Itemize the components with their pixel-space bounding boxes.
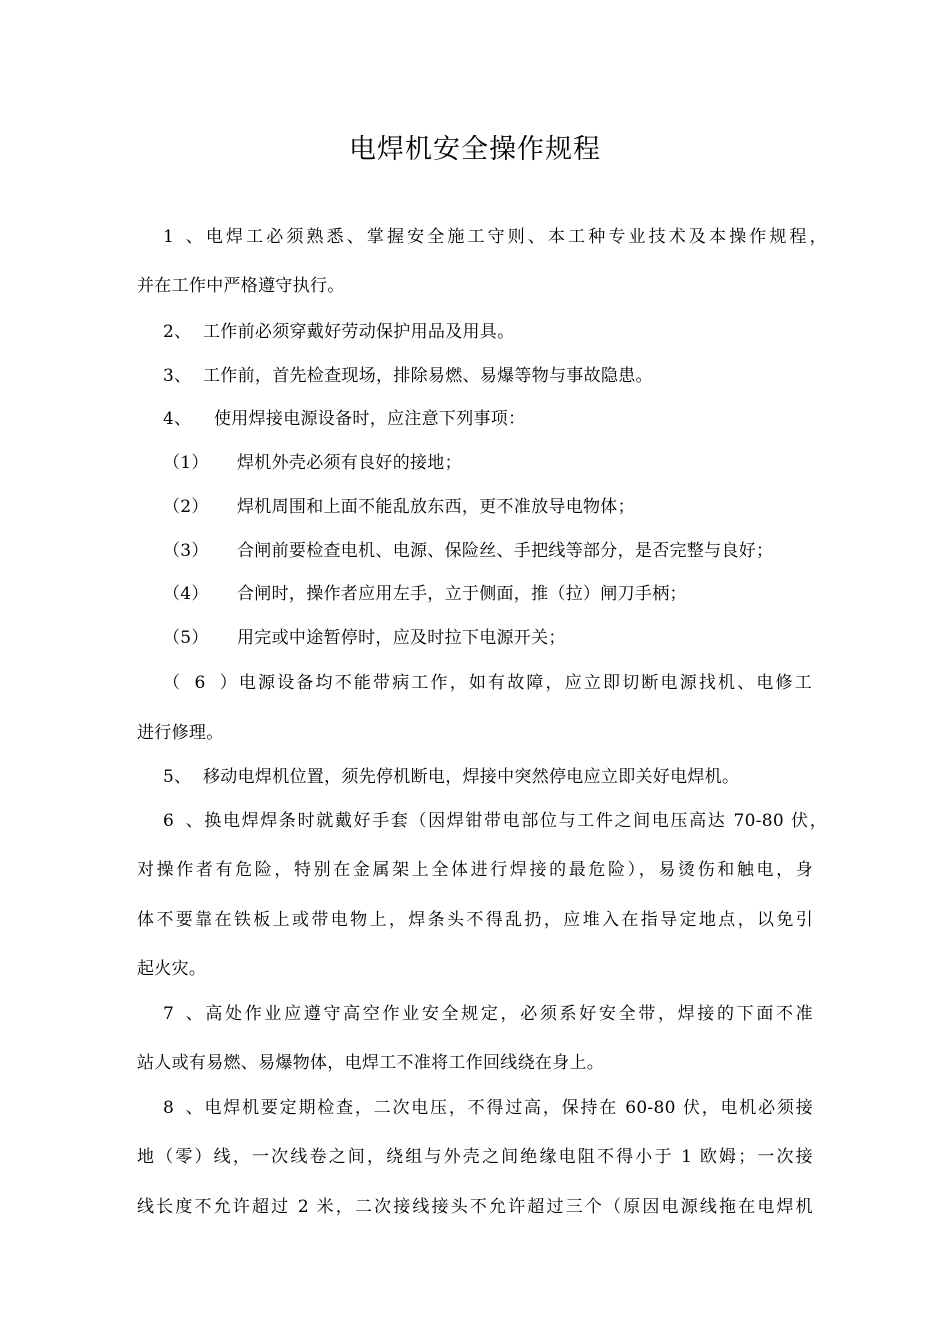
subitem-number: （6） — [163, 673, 237, 693]
paragraph-line: 站人或有易燃、易爆物体，电焊工不准将工作回线绕在身上。 — [137, 1053, 605, 1073]
paragraph-line — [163, 764, 739, 790]
paragraph-line — [163, 1001, 813, 1027]
subitem-number: （2） — [163, 497, 209, 517]
subitem-line — [163, 581, 687, 607]
item-text: 工作前，首先检查现场，排除易燃、易爆等物与事故隐患。 — [203, 366, 653, 386]
item-number: 5、 — [163, 767, 192, 787]
paragraph-line: 并在工作中严格遵守执行。 — [137, 276, 345, 296]
item-number: 7、 — [163, 1004, 203, 1024]
subitem-text: 合闸时，操作者应用左手，立于侧面，推（拉）闸刀手柄； — [237, 584, 687, 604]
item-text: 电焊机要定期检查，二次电压，不得过高，保持在 60-80 伏，电机必须接 — [203, 1098, 813, 1118]
item-number: 4、 — [163, 409, 192, 429]
paragraph-line: 进行修理。 — [137, 723, 224, 743]
item-text: 高处作业应遵守高空作业安全规定，必须系好安全带，焊接的下面不准 — [203, 1004, 813, 1024]
paragraph-line: 线长度不允许超过 2 米，二次接线接头不允许超过三个（原因电源线拖在电焊机 — [137, 1197, 813, 1217]
subitem-text: 用完或中途暂停时，应及时拉下电源开关； — [237, 628, 566, 648]
subitem-line — [163, 625, 566, 651]
paragraph-line: 体不要靠在铁板上或带电物上，焊条头不得乱扔，应堆入在指导定地点，以免引 — [137, 910, 813, 930]
subitem-line — [163, 494, 635, 520]
item-number: 6、 — [163, 811, 203, 831]
paragraph-line: 对操作者有危险，特别在金属架上全体进行焊接的最危险），易烫伤和触电，身 — [137, 860, 813, 880]
subitem-text: 焊机周围和上面不能乱放东西，更不准放导电物体； — [237, 497, 635, 517]
paragraph-line — [163, 319, 514, 345]
paragraph-line — [163, 1095, 813, 1121]
subitem-text: 焊机外壳必须有良好的接地； — [237, 453, 462, 473]
item-number: 3、 — [163, 366, 192, 386]
paragraph-line — [163, 808, 827, 834]
subitem-number: （1） — [163, 453, 209, 473]
subitem-text: 电源设备均不能带病工作，如有故障，应立即切断电源找机、电修工 — [237, 673, 812, 693]
paragraph-line: 起火灾。 — [137, 959, 207, 979]
item-number: 1、 — [163, 227, 203, 247]
paragraph-line — [163, 406, 525, 432]
subitem-line — [163, 670, 812, 696]
paragraph-line — [163, 363, 653, 389]
item-text: 换电焊焊条时就戴好手套（因焊钳带电部位与工件之间电压高达 70-80 伏， — [203, 811, 827, 831]
document-title: 电焊机安全操作规程 — [349, 134, 601, 165]
subitem-text: 合闸前要检查电机、电源、保险丝、手把线等部分，是否完整与良好； — [237, 541, 774, 561]
paragraph-line: 地（零）线，一次线卷之间，绕组与外壳之间绝缘电阻不得小于 1 欧姆；一次接 — [137, 1147, 813, 1167]
item-text: 电焊工必须熟悉、掌握安全施工守则、本工种专业技术及本操作规程， — [203, 227, 827, 247]
subitem-number: （3） — [163, 541, 209, 561]
item-number: 8、 — [163, 1098, 203, 1118]
subitem-line — [163, 538, 773, 564]
item-text: 使用焊接电源设备时，应注意下列事项： — [214, 409, 526, 429]
subitem-number: （5） — [163, 628, 209, 648]
paragraph-line — [163, 224, 827, 250]
subitem-number: （4） — [163, 584, 209, 604]
subitem-line — [163, 450, 462, 476]
item-number: 2、 — [163, 322, 192, 342]
item-text: 工作前必须穿戴好劳动保护用品及用具。 — [203, 322, 515, 342]
item-text: 移动电焊机位置，须先停机断电，焊接中突然停电应立即关好电焊机。 — [203, 767, 740, 787]
